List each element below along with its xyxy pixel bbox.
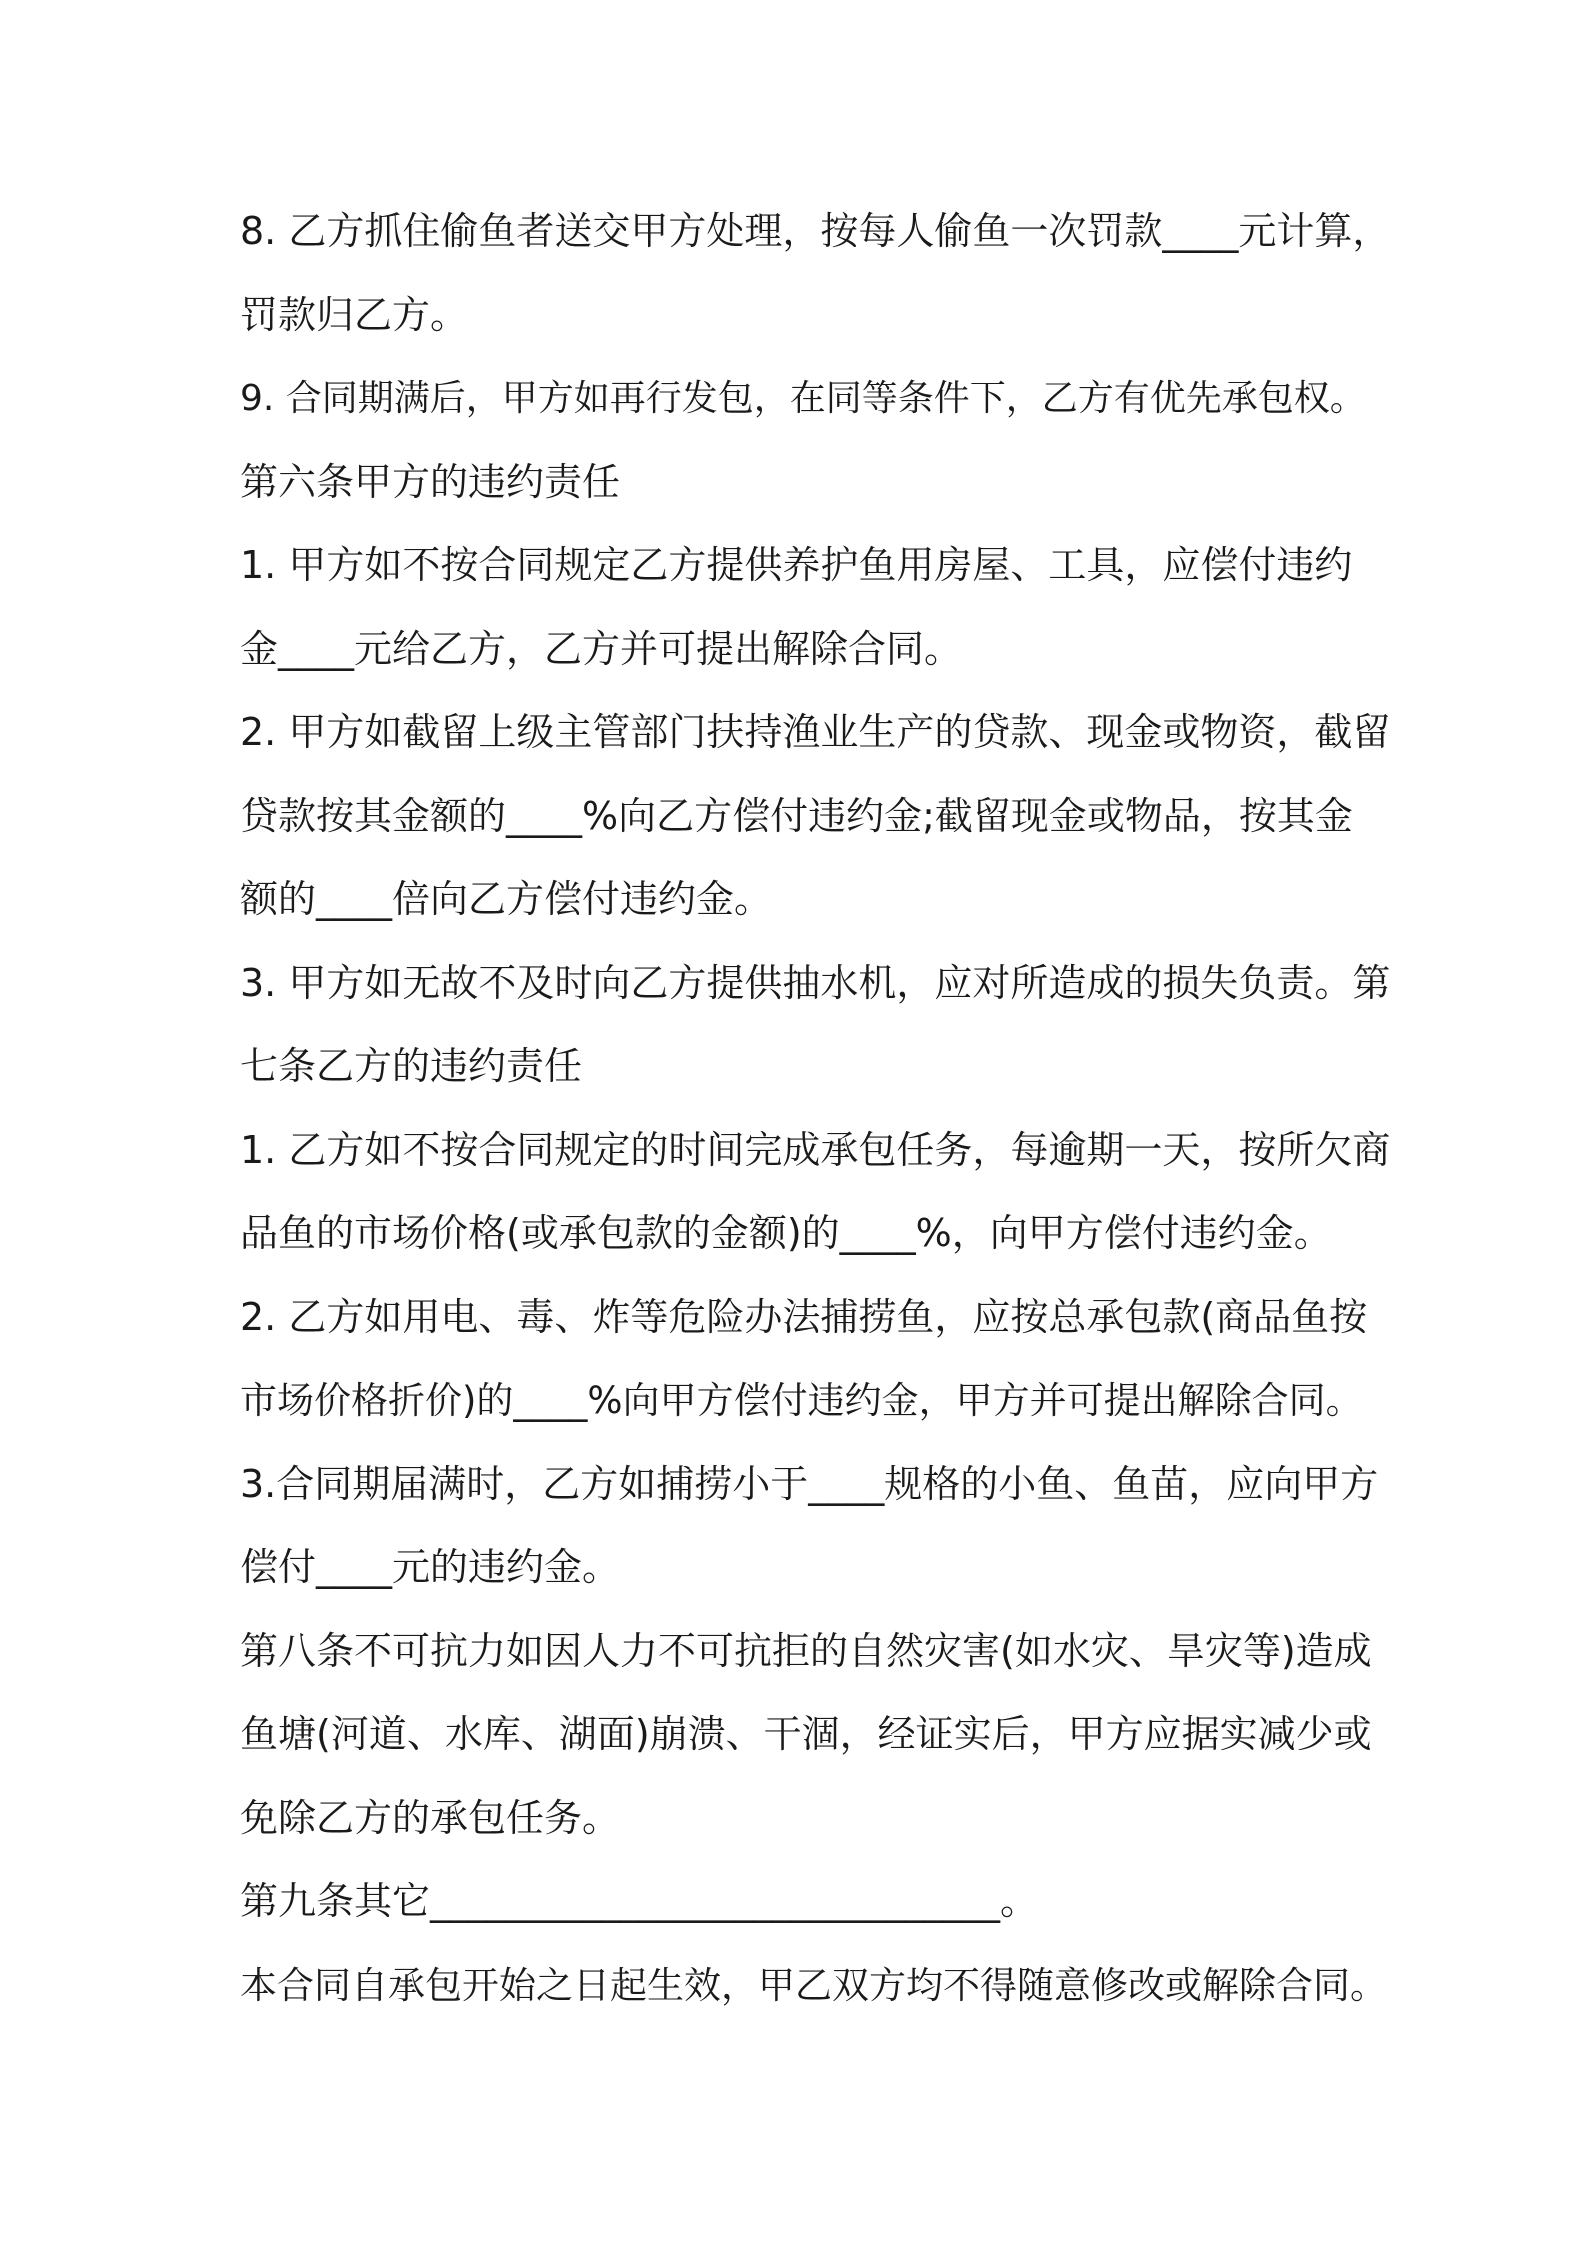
article-8-line-2: 鱼塘(河道、水库、湖面)崩溃、干涸，经证实后，甲方应据实减少或: [240, 1712, 1372, 1756]
article-7-item-3-line-2: 偿付____元的违约金。: [240, 1545, 621, 1589]
article-6-item-1-line-1: 1. 甲方如不按合同规定乙方提供养护鱼用房屋、工具，应偿付违约: [240, 543, 1353, 587]
article-6-item-2-line-3: 额的____倍向乙方偿付违约金。: [240, 877, 773, 921]
article-7-item-2-line-1: 2. 乙方如用电、毒、炸等危险办法捕捞鱼，应按总承包款(商品鱼按: [240, 1294, 1368, 1339]
article-6-item-2-line-1: 2. 甲方如截留上级主管部门扶持渔业生产的贷款、现金或物资，截留: [240, 710, 1391, 754]
article-7-heading: 七条乙方的违约责任: [240, 1044, 583, 1088]
article-6-item-3-line-1: 3. 甲方如无故不及时向乙方提供抽水机，应对所造成的损失负责。第: [240, 960, 1391, 1005]
article-7-item-1-line-2: 品鱼的市场价格(或承包款的金额)的____%，向甲方偿付违约金。: [240, 1211, 1332, 1255]
article-9-line: 第九条其它______________________________。: [240, 1879, 1039, 1923]
effective-clause-line: 本合同自承包开始之日起生效，甲乙双方均不得随意修改或解除合同。: [240, 1963, 1387, 2007]
article-8-line-3: 免除乙方的承包任务。: [240, 1795, 621, 1840]
clause-8-line-2: 罚款归乙方。: [240, 292, 469, 337]
clause-9-line-1: 9. 合同期满后，甲方如再行发包，在同等条件下，乙方有优先承包权。: [240, 378, 1366, 419]
article-6-item-2-line-2: 贷款按其金额的____%向乙方偿付违约金;截留现金或物品，按其金: [240, 793, 1353, 838]
article-8-line-1: 第八条不可抗力如因人力不可抗拒的自然灾害(如水灾、旱灾等)造成: [240, 1628, 1372, 1673]
article-6-item-1-line-2: 金____元给乙方，乙方并可提出解除合同。: [240, 626, 963, 671]
document-body: [240, 190, 1391, 2027]
article-7-item-1-line-1: 1. 乙方如不按合同规定的时间完成承包任务，每逾期一天，按所欠商: [240, 1127, 1391, 1172]
article-6-heading: 第六条甲方的违约责任: [240, 459, 621, 504]
clause-8-line-1: 8. 乙方抓住偷鱼者送交甲方处理，按每人偷鱼一次罚款____元计算，: [240, 209, 1391, 253]
article-7-item-2-line-2: 市场价格折价)的____%向甲方偿付违约金，甲方并可提出解除合同。: [240, 1379, 1363, 1422]
article-7-item-3-line-1: 3.合同期届满时，乙方如捕捞小于____规格的小鱼、鱼苗，应向甲方: [240, 1461, 1379, 1506]
